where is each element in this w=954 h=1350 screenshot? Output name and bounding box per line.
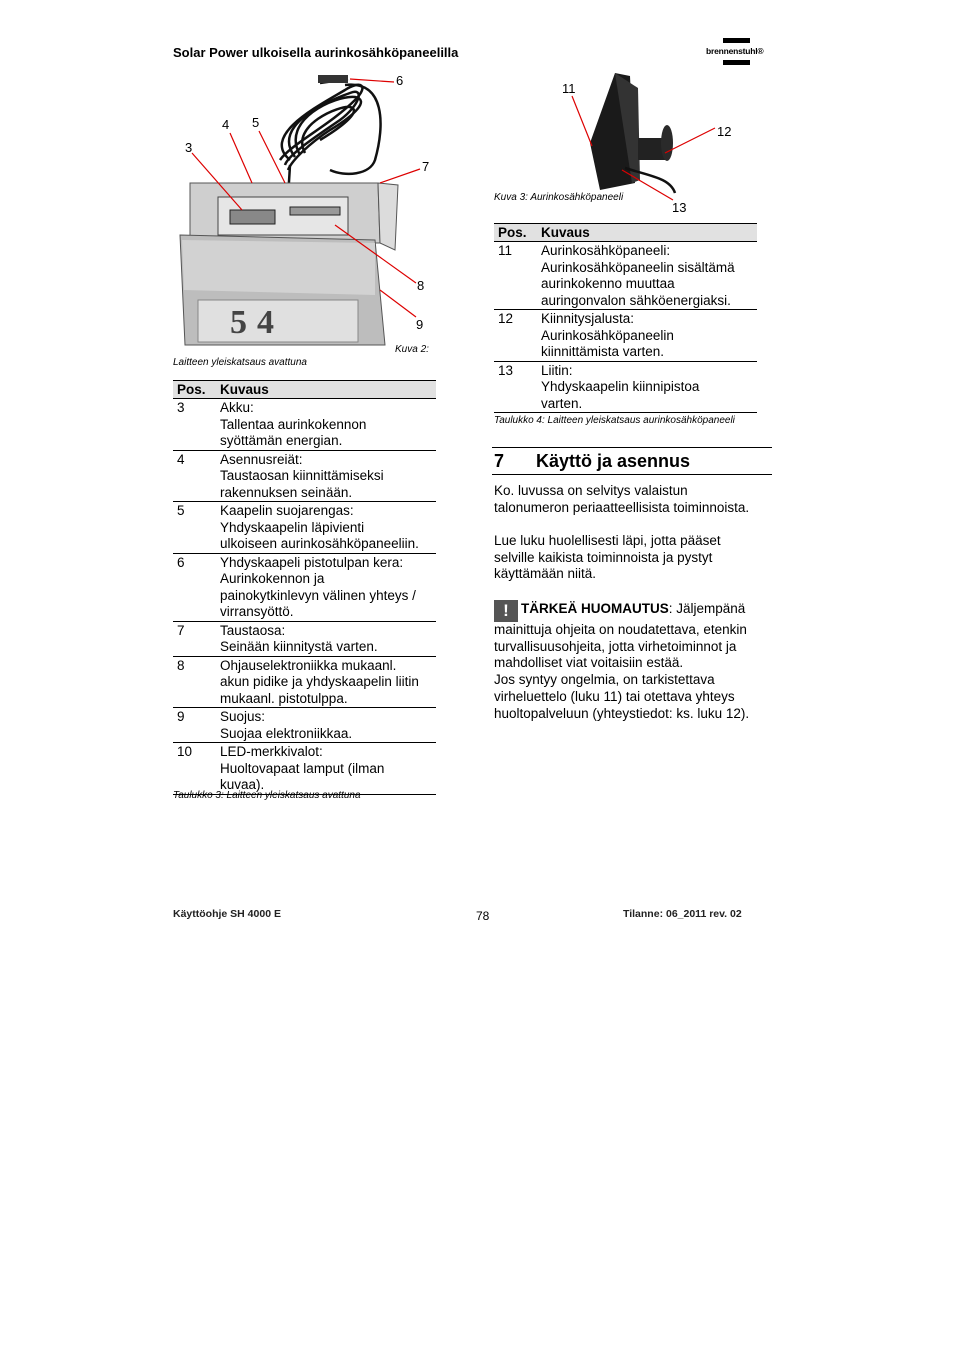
description-line: Huoltovapaat lamput (ilman: [220, 760, 385, 776]
battery: [230, 210, 275, 224]
row-position: 5: [173, 502, 216, 554]
description-line: Yhdyskaapelin läpivienti: [220, 519, 365, 535]
device-opened-figure: [170, 65, 440, 350]
row-position: 13: [494, 361, 537, 413]
text-line: Ko. luvussa on selvitys valaistun: [494, 483, 688, 498]
description-line: Liitin:: [541, 362, 573, 378]
row-position: 10: [173, 743, 216, 795]
table-row: [173, 450, 436, 502]
description-line: Akku:: [220, 400, 254, 415]
logo-bar-bottom: [723, 60, 750, 65]
table-body: [173, 399, 436, 795]
description-line: Tallentaa aurinkokennon: [220, 416, 367, 432]
logo-text: brennenstuhl®: [706, 46, 764, 56]
text-line: käyttämään niitä.: [494, 566, 597, 582]
description-line: syöttämän energian.: [220, 433, 343, 448]
text-line: turvallisuusohjeita, jotta virhetoiminnot ja: [494, 638, 737, 654]
description-line: aurinkokenno muuttaa: [541, 276, 675, 291]
row-description: [216, 399, 436, 451]
description-line: Aurinkokennon ja: [220, 571, 325, 586]
description-line: Ohjauselektroniikka mukaanl.: [220, 657, 397, 673]
text-line: virheluettelo (luku 11) tai otettava yhteys: [494, 688, 735, 704]
description-line: virransyöttö.: [220, 604, 294, 619]
description-line: Kiinnitysjalusta:: [541, 311, 635, 326]
row-position: 11: [494, 242, 537, 310]
notice-first-line: [494, 600, 774, 622]
callout-3: 3: [185, 140, 193, 155]
number-plate: 54: [230, 304, 284, 341]
row-description: [216, 656, 436, 708]
table-row: [494, 361, 757, 413]
section-number: 7: [494, 451, 505, 471]
row-description: [216, 450, 436, 502]
table-device-overview: [173, 380, 436, 795]
table-row: [173, 399, 436, 451]
warning-icon: !: [494, 600, 518, 622]
description-line: Seinään kiinnitystä varten.: [220, 639, 378, 654]
page-number: 78: [476, 909, 490, 923]
row-description: [537, 242, 757, 310]
description-line: Suojaa elektroniikkaa.: [220, 725, 353, 741]
callout-7: 7: [422, 159, 430, 174]
table-body: [494, 242, 757, 413]
description-line: akun pidike ja yhdyskaapelin liitin: [220, 674, 419, 689]
row-description: [537, 310, 757, 362]
notice-text-start: : Jäljempänä: [668, 601, 746, 616]
row-description: [216, 708, 436, 743]
description-line: varten.: [541, 395, 583, 411]
row-description: [537, 361, 757, 413]
footer-manual-name: Käyttöohje SH 4000 E: [173, 908, 281, 920]
description-line: auringonvalon sähköenergiaksi.: [541, 292, 731, 308]
description-line: Aurinkosähköpaneelin sisältämä: [541, 259, 735, 275]
table-row: [173, 553, 436, 621]
row-position: 12: [494, 310, 537, 362]
callout-12: 12: [717, 124, 732, 139]
callout-6: 6: [396, 73, 404, 88]
col-header-desc: Kuvaus: [537, 224, 757, 242]
description-line: mukaanl. pistotulppa.: [220, 690, 348, 706]
callout-4: 4: [222, 117, 230, 132]
row-position: 8: [173, 656, 216, 708]
brand-logo: [706, 38, 776, 68]
housing-top: [182, 240, 375, 295]
text-line: Jos syntyy ongelmia, on tarkistettava: [494, 672, 715, 688]
table-row: [173, 743, 436, 795]
table3-caption: Taulukko 3: Laitteen yleiskatsaus avattuna: [173, 790, 361, 801]
logo-bar-top: [723, 38, 750, 43]
col-header-pos: Pos.: [173, 381, 216, 399]
text-line: huoltopalveluun (yhteystiedot: ks. luku 12).: [494, 705, 750, 721]
important-notice: [494, 600, 774, 722]
figure2-caption-text: Laitteen yleiskatsaus avattuna: [173, 357, 307, 368]
row-description: [216, 743, 436, 795]
col-header-pos: Pos.: [494, 224, 537, 242]
table-row: [494, 242, 757, 310]
figure2-caption-number: Kuva 2:: [395, 344, 429, 355]
row-description: [216, 621, 436, 656]
connector: [290, 207, 340, 215]
table-row: [494, 310, 757, 362]
description-line: kiinnittämista varten.: [541, 344, 665, 359]
description-line: Kaapelin suojarengas:: [220, 503, 354, 518]
description-line: Taustaosa:: [220, 622, 286, 638]
back-side: [378, 183, 398, 250]
table-row: [173, 656, 436, 708]
description-line: Aurinkosähköpaneeli:: [541, 243, 671, 258]
paragraph-read: [494, 533, 774, 583]
description-line: Asennusreiät:: [220, 451, 303, 467]
description-line: Suojus:: [220, 709, 266, 724]
row-position: 4: [173, 450, 216, 502]
table-row: [173, 708, 436, 743]
text-line: Lue luku huolellisesti läpi, jotta pääset: [494, 533, 721, 548]
table-row: [173, 621, 436, 656]
table-row: [173, 502, 436, 554]
callout-13: 13: [672, 200, 687, 215]
footer-revision: Tilanne: 06_2011 rev. 02: [623, 908, 742, 920]
figure3-caption: Kuva 3: Aurinkosähköpaneeli: [494, 192, 624, 203]
row-description: [216, 502, 436, 554]
row-position: 3: [173, 399, 216, 451]
paragraph-intro: [494, 483, 774, 516]
callout-11: 11: [562, 81, 576, 96]
description-line: kuvaa).: [220, 777, 265, 792]
text-line: talonumeron periaatteellisista toiminnoista.: [494, 499, 750, 515]
notice-label: TÄRKEÄ HUOMAUTUS: [521, 601, 669, 616]
table4-caption: Taulukko 4: Laitteen yleiskatsaus aurinkosähköpaneeli: [494, 415, 735, 426]
callout-8: 8: [417, 278, 425, 293]
text-line: mahdolliset viat voitaisiin estää.: [494, 655, 684, 671]
section-title: Käyttö ja asennus: [536, 451, 691, 471]
page-header-title: Solar Power ulkoisella aurinkosähköpaneelilla: [173, 45, 459, 60]
section-heading: [492, 447, 772, 475]
table-solar-panel: [494, 223, 757, 413]
description-line: painokytkinlevyn välinen yhteys /: [220, 587, 416, 603]
text-line: mainittuja ohjeita on noudatettava, etenkin: [494, 622, 747, 637]
description-line: Yhdyskaapelin kiinnipistoa: [541, 379, 700, 394]
description-line: Taustaosan kiinnittämiseksi: [220, 468, 384, 483]
solar-panel-figure: [560, 68, 740, 203]
description-line: rakennuksen seinään.: [220, 484, 353, 500]
mount-foot: [661, 125, 673, 161]
description-line: LED-merkkivalot:: [220, 744, 323, 759]
text-line: selville kaikista toiminnoista ja pystyt: [494, 549, 713, 565]
row-position: 6: [173, 553, 216, 621]
description-line: ulkoiseen aurinkosähköpaneeliin.: [220, 536, 419, 551]
row-position: 7: [173, 621, 216, 656]
description-line: Aurinkosähköpaneelin: [541, 327, 674, 343]
callout-5: 5: [252, 115, 260, 130]
row-position: 9: [173, 708, 216, 743]
description-line: Yhdyskaapeli pistotulpan kera:: [220, 554, 404, 570]
callout-9: 9: [416, 317, 424, 332]
plug: [318, 75, 348, 83]
col-header-desc: Kuvaus: [216, 381, 436, 399]
row-description: [216, 553, 436, 621]
